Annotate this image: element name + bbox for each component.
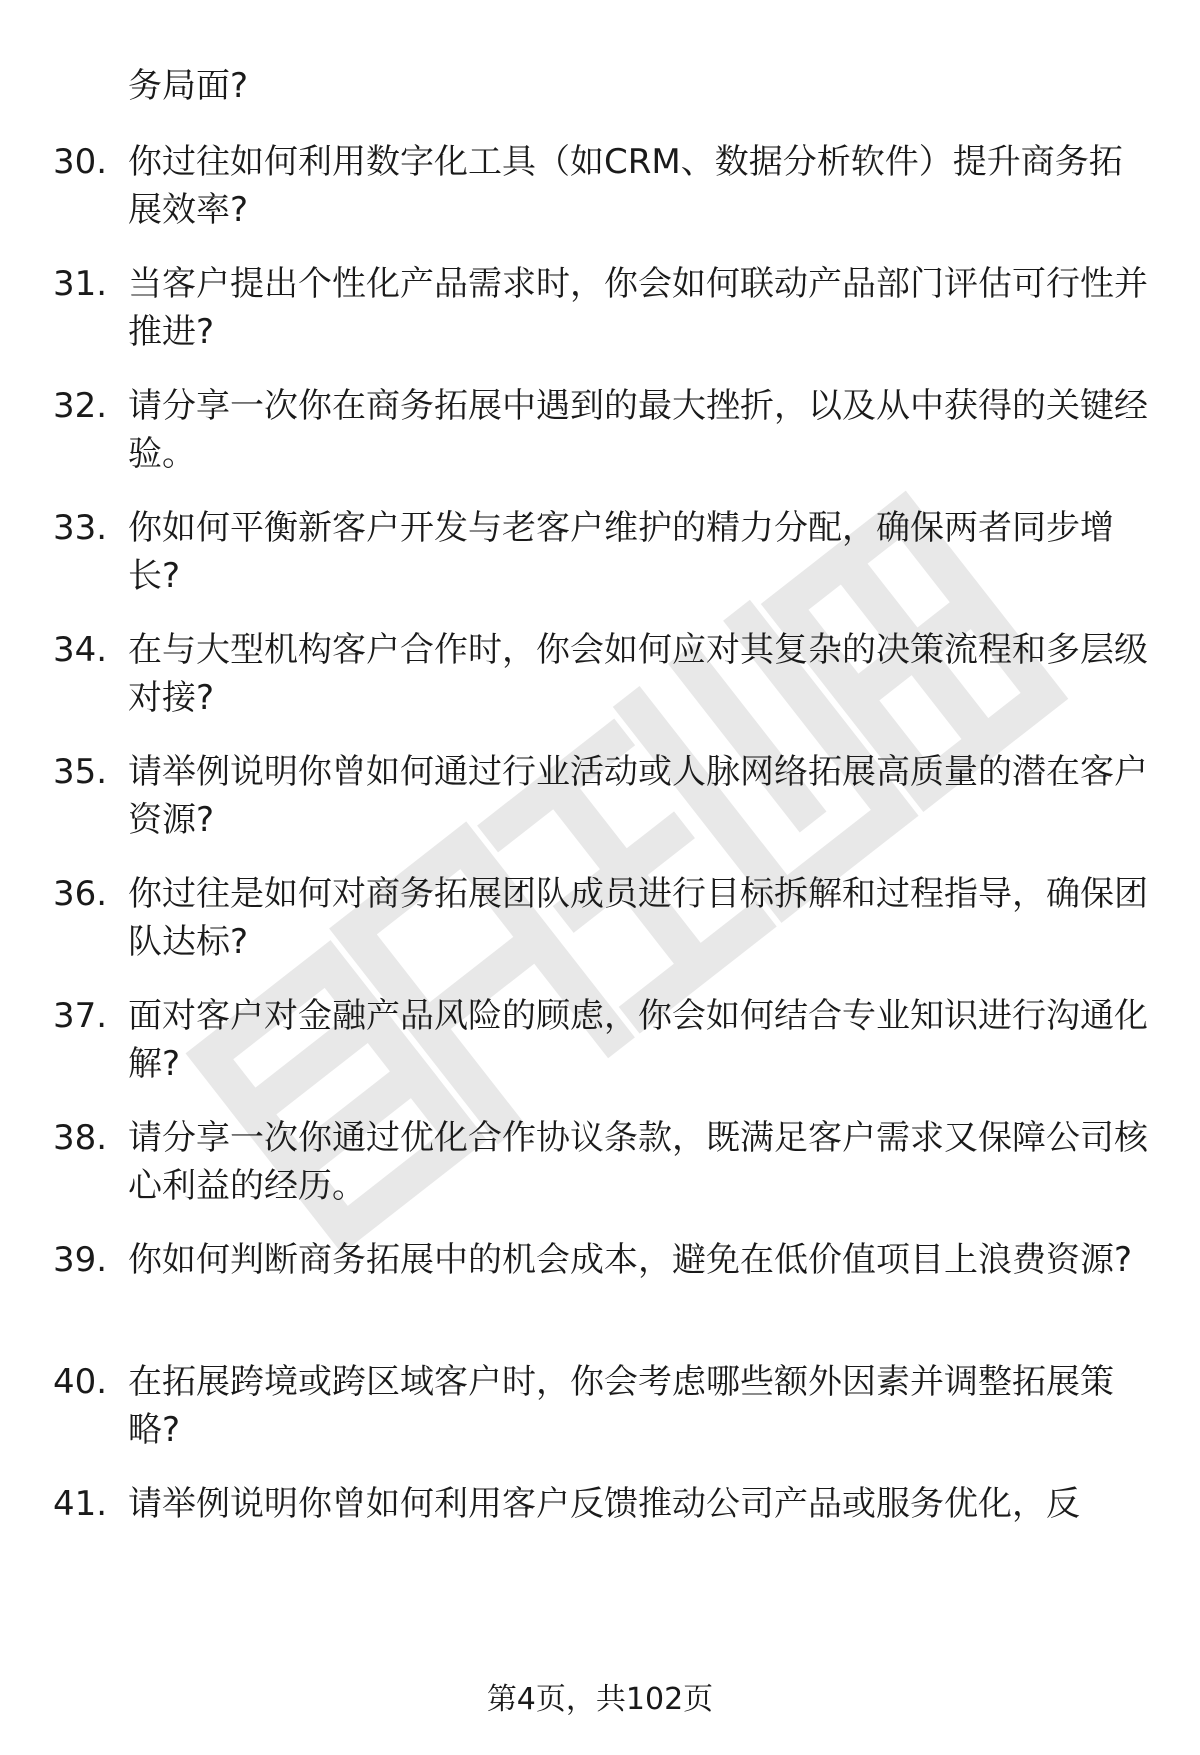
list-item (0, 1236, 1200, 1358)
question-number: 39. (53, 1240, 108, 1280)
list-item (0, 382, 1200, 504)
question-number: 30. (53, 142, 108, 182)
question-text: 在拓展跨境或跨区域客户时，你会考虑哪些额外因素并调整拓展策略? (128, 1362, 1114, 1450)
question-text: 请分享一次你在商务拓展中遇到的最大挫折，以及从中获得的关键经验。 (128, 386, 1148, 474)
question-number: 41. (53, 1484, 108, 1524)
list-item (0, 992, 1200, 1114)
list-item (0, 1480, 1200, 1602)
question-number: 40. (53, 1362, 108, 1402)
question-text: 面对客户对金融产品风险的顾虑，你会如何结合专业知识进行沟通化解? (128, 996, 1148, 1084)
question-text: 请分享一次你通过优化合作协议条款，既满足客户需求又保障公司核心利益的经历。 (128, 1118, 1148, 1206)
question-text: 你过往如何利用数字化工具（如CRM、数据分析软件）提升商务拓展效率? (128, 142, 1123, 230)
list-item (0, 626, 1200, 748)
question-number: 35. (53, 752, 108, 792)
question-text: 你过往是如何对商务拓展团队成员进行目标拆解和过程指导，确保团队达标? (128, 874, 1148, 962)
question-text: 你如何判断商务拓展中的机会成本，避免在低价值项目上浪费资源? (128, 1240, 1133, 1280)
question-number: 34. (53, 630, 108, 670)
question-text: 你如何平衡新客户开发与老客户维护的精力分配，确保两者同步增长? (128, 508, 1114, 596)
list-item (0, 1358, 1200, 1480)
list-item (0, 870, 1200, 992)
question-text: 请举例说明你曾如何利用客户反馈推动公司产品或服务优化，反 (128, 1484, 1080, 1524)
list-item (0, 260, 1200, 382)
continuation-text: 务局面? (128, 66, 249, 106)
question-text: 请举例说明你曾如何通过行业活动或人脉网络拓展高质量的潜在客户资源? (128, 752, 1148, 840)
list-item (0, 138, 1200, 260)
question-number: 33. (53, 508, 108, 548)
list-item (0, 504, 1200, 626)
page-footer: 第4页，共102页 (486, 1682, 714, 1717)
question-text: 当客户提出个性化产品需求时，你会如何联动产品部门评估可行性并推进? (128, 264, 1148, 352)
question-number: 37. (53, 996, 108, 1036)
list-item (0, 1114, 1200, 1236)
question-text: 在与大型机构客户合作时，你会如何应对其复杂的决策流程和多层级对接? (128, 630, 1148, 718)
list-item (0, 748, 1200, 870)
question-number: 38. (53, 1118, 108, 1158)
question-number: 32. (53, 386, 108, 426)
question-number: 31. (53, 264, 108, 304)
question-number: 36. (53, 874, 108, 914)
question-list (0, 138, 1200, 1602)
